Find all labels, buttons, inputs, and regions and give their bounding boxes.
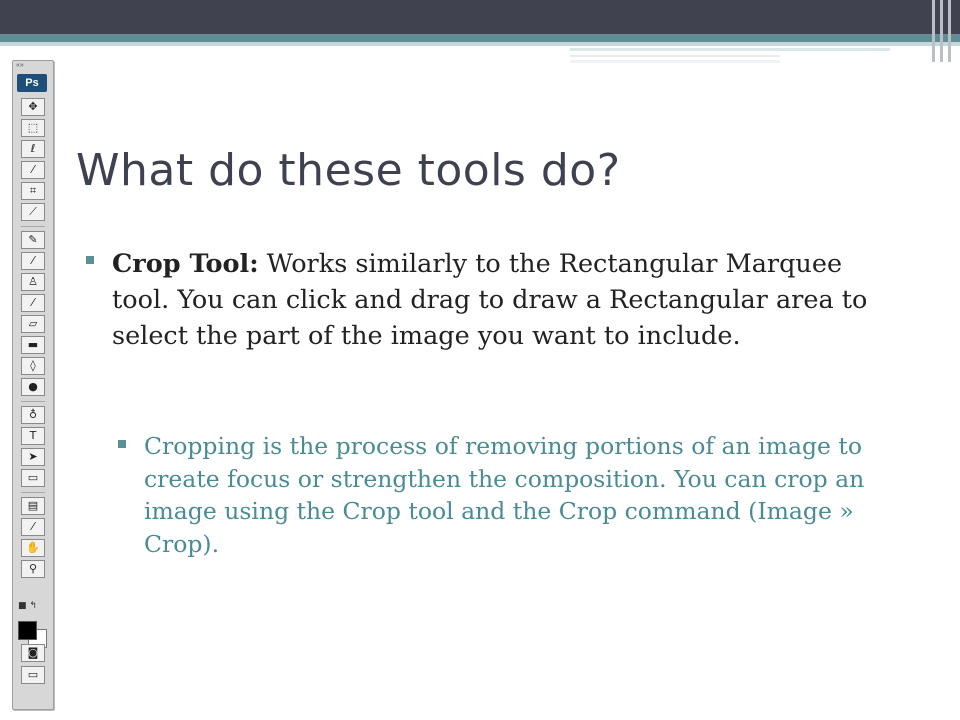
eyedropper-tool-icon[interactable]: ⁄ [21, 518, 45, 536]
toolbox-divider [21, 492, 45, 493]
rectangular-marquee-tool-icon[interactable]: ⬚ [21, 119, 45, 137]
decor-line [570, 55, 780, 57]
eraser-tool-icon[interactable]: ▱ [21, 315, 45, 333]
spot-healing-brush-tool-icon[interactable]: ✎ [21, 231, 45, 249]
pen-tool-icon[interactable]: ♁ [21, 406, 45, 424]
screen-mode-icon[interactable]: ▭ [21, 666, 45, 684]
toolbox-divider [21, 401, 45, 402]
shape-tool-icon[interactable]: ▭ [21, 469, 45, 487]
bullet-body: Works similarly to the Rectangular Marquee tool. You can click and drag to draw a Rectangular area to select the part of the image you want to include. [112, 249, 868, 351]
lasso-tool-icon[interactable]: ℓ [21, 140, 45, 158]
sub-bullet-text: Cropping is the process of removing portions of an image to create focus or strengthen the composition. You can crop an image using the Crop tool and the Crop command (Image » Crop). [144, 432, 865, 558]
accent-band-light [0, 42, 960, 46]
bullet-square-icon [118, 440, 126, 448]
notes-tool-icon[interactable]: ▤ [21, 497, 45, 515]
photoshop-logo: Ps [17, 74, 47, 92]
decor-vbar [948, 0, 951, 62]
blur-tool-icon[interactable]: ◊ [21, 357, 45, 375]
quick-selection-tool-icon[interactable]: ⁄ [21, 161, 45, 179]
type-tool-icon[interactable]: T [21, 427, 45, 445]
foreground-color-swatch[interactable] [18, 621, 37, 640]
zoom-tool-icon[interactable]: ⚲ [21, 560, 45, 578]
gradient-tool-icon[interactable]: ▬ [21, 336, 45, 354]
decor-line [570, 48, 890, 51]
path-selection-tool-icon[interactable]: ➤ [21, 448, 45, 466]
dodge-tool-icon[interactable]: ● [21, 378, 45, 396]
history-brush-tool-icon[interactable]: ⁄ [21, 294, 45, 312]
main-bullet-text [112, 246, 902, 354]
bullet-square-icon [86, 256, 94, 264]
decor-line [570, 60, 780, 63]
quick-mask-mode-icon[interactable]: ◙ [21, 644, 45, 662]
slide-title: What do these tools do? [76, 145, 621, 196]
top-band [0, 0, 960, 34]
photoshop-toolbox [12, 60, 54, 710]
accent-band [0, 34, 960, 42]
slice-tool-icon[interactable]: ⟋ [21, 203, 45, 221]
hand-tool-icon[interactable]: ✋ [21, 539, 45, 557]
toolbox-grip-icon[interactable]: «» [16, 62, 24, 69]
decor-vbar [932, 0, 935, 62]
bullet-term: Crop Tool: [112, 249, 259, 279]
toolbox-divider [21, 226, 45, 227]
move-tool-icon[interactable]: ✥ [21, 98, 45, 116]
swap-colors-icon[interactable]: ■ ↰ [18, 601, 37, 611]
clone-stamp-tool-icon[interactable]: ♙ [21, 273, 45, 291]
decor-vbar [940, 0, 943, 62]
crop-tool-icon[interactable]: ⌗ [21, 182, 45, 200]
brush-tool-icon[interactable]: ⁄ [21, 252, 45, 270]
